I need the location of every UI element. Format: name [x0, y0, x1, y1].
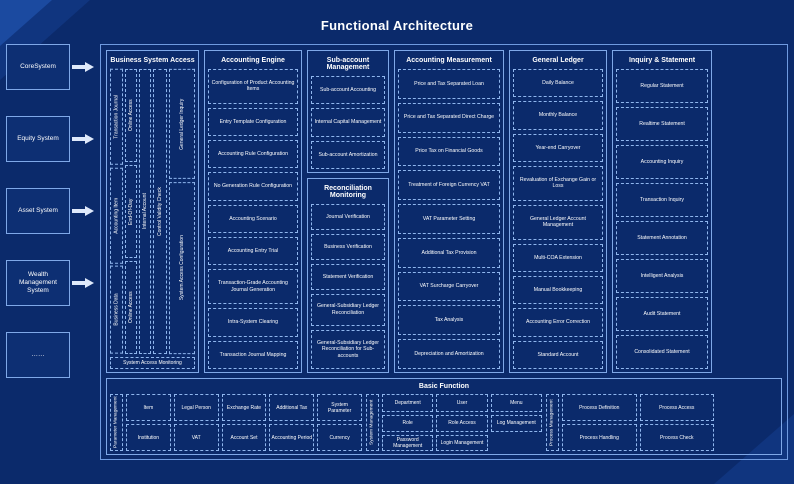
source-systems-column	[6, 44, 98, 404]
reconciliation-item[interactable]: General-Subsidiary Ledger Reconciliation for Sub-accounts	[311, 330, 385, 369]
basic-item[interactable]: Process Check	[640, 424, 715, 451]
bsa-item-online-access-1[interactable]: Online Access	[125, 69, 137, 162]
panel-sub-account-management	[307, 50, 389, 173]
measurement-item[interactable]: Additional Tax Provision	[398, 238, 500, 268]
basic-item[interactable]: Account Set	[222, 424, 267, 451]
source-system-equity[interactable]: Equity System	[6, 116, 70, 162]
basic-item[interactable]: Department	[382, 394, 433, 412]
measurement-item[interactable]: Tax Analysis	[398, 305, 500, 335]
source-system-row	[6, 44, 98, 106]
reconciliation-item[interactable]: General-Subsidiary Ledger Reconciliation	[311, 294, 385, 326]
basic-item[interactable]: Password Management	[382, 435, 433, 451]
group-label-system-management: System Management	[366, 394, 379, 451]
basic-item[interactable]: System Parameter	[317, 394, 362, 421]
measurement-item[interactable]: Depreciation and Amortization	[398, 339, 500, 369]
inquiry-item[interactable]: Realtime Statement	[616, 107, 708, 141]
general-ledger-item[interactable]: Year-end Carryover	[513, 134, 603, 162]
inquiry-item[interactable]: Consolidated Statement	[616, 335, 708, 369]
arrow-icon	[72, 134, 94, 144]
inquiry-item[interactable]: Statement Annotation	[616, 221, 708, 255]
accounting-engine-item[interactable]: Transaction Journal Mapping	[208, 341, 298, 369]
basic-item[interactable]: Process Definition	[562, 394, 637, 421]
panel-title: Sub-account Management	[326, 57, 370, 71]
panel-title: Accounting Measurement	[406, 57, 492, 64]
basic-item[interactable]: Currency	[317, 424, 362, 451]
accounting-engine-item[interactable]: Accounting Entry Trial	[208, 237, 298, 265]
panel-basic-function	[106, 378, 782, 455]
panel-title: Basic Function	[418, 383, 470, 390]
architecture-frame	[100, 44, 788, 460]
source-system-core[interactable]: CoreSystem	[6, 44, 70, 90]
accounting-engine-item[interactable]: Intra-System Clearing	[208, 308, 298, 336]
sub-account-item[interactable]: Internal Capital Management	[311, 108, 385, 136]
panel-accounting-engine	[204, 50, 302, 373]
page-title: Functional Architecture	[320, 18, 474, 33]
basic-item[interactable]: Role	[382, 415, 433, 433]
general-ledger-item[interactable]: Manual Bookkeeping	[513, 276, 603, 304]
grid-parameter-management	[126, 394, 362, 451]
bsa-item-transaction-journal[interactable]: Transaction Journal	[110, 69, 123, 165]
panel-reconciliation-monitoring	[307, 178, 389, 373]
sub-account-item[interactable]: Sub-account Accounting	[311, 76, 385, 104]
basic-item[interactable]: Role Access	[436, 415, 487, 433]
accounting-engine-item[interactable]: Accounting Scenario	[208, 205, 298, 233]
column-sub-account-reconciliation	[307, 50, 389, 373]
measurement-item[interactable]: Price and Tax Separated Loan	[398, 69, 500, 99]
general-ledger-item[interactable]: Multi-COA Extension	[513, 244, 603, 272]
panel-title: Inquiry & Statement	[628, 57, 696, 64]
basic-item[interactable]: Accounting Period	[269, 424, 314, 451]
bsa-item-system-access-configuration[interactable]: System Access Configuration	[169, 182, 195, 354]
reconciliation-item[interactable]: Business Verification	[311, 234, 385, 260]
source-system-more[interactable]: ……	[6, 332, 70, 378]
group-label-parameter-management: Parameter Management	[110, 394, 123, 451]
basic-item[interactable]: Login Management	[436, 435, 487, 451]
group-label-process-management: Process Management	[546, 394, 559, 451]
basic-item[interactable]: Exchange Rate	[222, 394, 267, 421]
measurement-item[interactable]: VAT Surcharge Carryover	[398, 272, 500, 302]
accounting-engine-item[interactable]: Accounting Rule Configuration	[208, 140, 298, 168]
basic-item[interactable]: Institution	[126, 424, 171, 451]
inquiry-item[interactable]: Intelligent Analysis	[616, 259, 708, 293]
basic-item[interactable]: VAT	[174, 424, 219, 451]
basic-item[interactable]: Process Handling	[562, 424, 637, 451]
accounting-engine-item[interactable]: Entry Template Configuration	[208, 108, 298, 136]
inquiry-item[interactable]: Accounting Inquiry	[616, 145, 708, 179]
basic-item[interactable]: Legal Person	[174, 394, 219, 421]
arrow-icon	[72, 278, 94, 288]
general-ledger-item[interactable]: General Ledger Account Management	[513, 205, 603, 240]
basic-item[interactable]: User	[436, 394, 487, 412]
source-system-asset[interactable]: Asset System	[6, 188, 70, 234]
panel-title: Reconciliation Monitoring	[324, 185, 372, 199]
source-system-row	[6, 332, 98, 394]
bsa-item-control-validity-check[interactable]: Control Validity Check	[153, 69, 167, 354]
panel-accounting-measurement	[394, 50, 504, 373]
group-process-management	[546, 394, 714, 451]
accounting-engine-item[interactable]: Configuration of Product Accounting Items	[208, 69, 298, 104]
sub-account-item[interactable]: Sub-account Amortization	[311, 141, 385, 169]
general-ledger-item[interactable]: Monthly Balance	[513, 101, 603, 129]
accounting-engine-item[interactable]: Transaction-Grade Accounting Journal Generation	[208, 269, 298, 304]
arrow-icon	[72, 206, 94, 216]
architecture-columns	[106, 50, 782, 373]
source-system-wealth[interactable]: Wealth Management System	[6, 260, 70, 306]
source-system-row	[6, 188, 98, 250]
measurement-item[interactable]: VAT Parameter Setting	[398, 204, 500, 234]
bsa-item-end-of-day[interactable]: End-Of-Day	[125, 165, 137, 258]
measurement-item[interactable]: Price and Tax Separated Direct Charge	[398, 103, 500, 133]
basic-item[interactable]: Menu	[491, 394, 542, 412]
general-ledger-item[interactable]: Standard Account	[513, 341, 603, 369]
inquiry-item[interactable]: Regular Statement	[616, 69, 708, 103]
bsa-item-online-access-2[interactable]: Online Access	[125, 261, 137, 354]
panel-title: Accounting Engine	[221, 57, 285, 64]
panel-general-ledger	[509, 50, 607, 373]
source-system-row	[6, 260, 98, 322]
bsa-item-internal-account[interactable]: Internal Account	[139, 69, 151, 354]
general-ledger-item[interactable]: Accounting Error Correction	[513, 308, 603, 336]
general-ledger-item[interactable]: Daily Balance	[513, 69, 603, 97]
panel-inquiry-statement	[612, 50, 712, 373]
general-ledger-item[interactable]: Revaluation of Exchange Gain or Loss	[513, 166, 603, 201]
inquiry-item[interactable]: Transaction Inquiry	[616, 183, 708, 217]
measurement-item[interactable]: Treatment of Foreign Currency VAT	[398, 170, 500, 200]
basic-item[interactable]: Log Management	[491, 415, 542, 433]
grid-process-management	[562, 394, 714, 451]
basic-function-body	[110, 394, 778, 451]
group-system-management	[366, 394, 542, 451]
basic-item[interactable]: Item	[126, 394, 171, 421]
group-parameter-management	[110, 394, 362, 451]
panel-business-system-access	[106, 50, 199, 373]
panel-title: Business System Access	[110, 57, 195, 64]
bsa-item-business-data[interactable]: Business Data	[110, 266, 123, 354]
reconciliation-item[interactable]: Journal Verification	[311, 204, 385, 230]
bsa-item-system-access-monitoring[interactable]: System Access Monitoring	[110, 357, 195, 369]
bsa-body	[110, 69, 195, 354]
measurement-item[interactable]: Price Tax on Financial Goods	[398, 137, 500, 167]
bsa-item-accounting-item[interactable]: Accounting Item	[110, 168, 123, 264]
bsa-item-general-ledger-inquiry[interactable]: General Ledger Inquiry	[169, 69, 195, 179]
source-system-row	[6, 116, 98, 178]
panel-title: General Ledger	[532, 57, 584, 64]
inquiry-item[interactable]: Audit Statement	[616, 297, 708, 331]
arrow-icon	[72, 62, 94, 72]
basic-item[interactable]: Process Access	[640, 394, 715, 421]
basic-item[interactable]: Additional Tax	[269, 394, 314, 421]
grid-system-management	[382, 394, 542, 451]
accounting-engine-item[interactable]: No Generation Rule Configuration	[208, 172, 298, 200]
reconciliation-item[interactable]: Statement Verification	[311, 264, 385, 290]
